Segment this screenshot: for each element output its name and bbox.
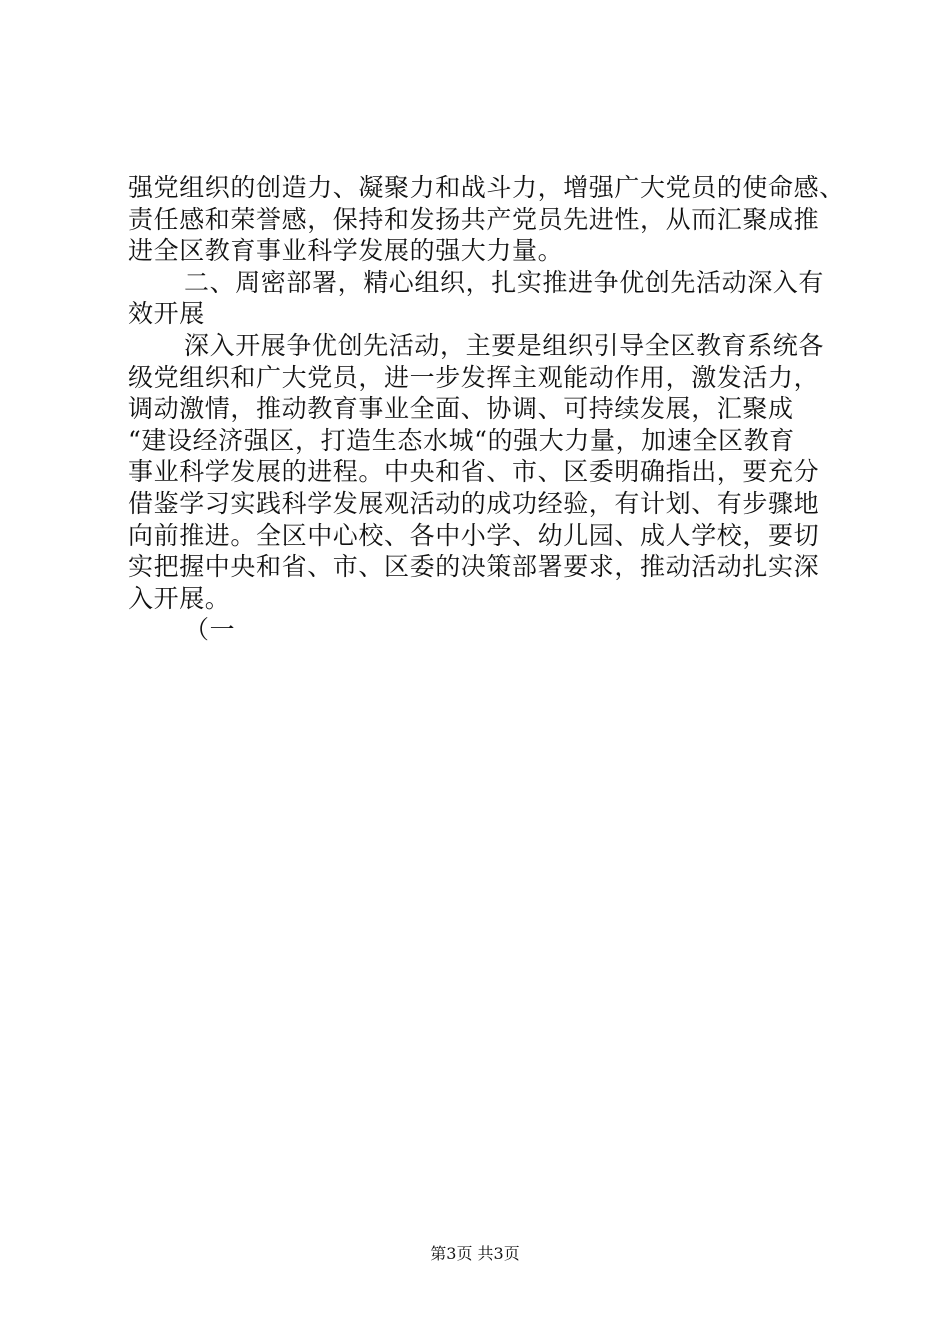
- section-heading-line: 二、周密部署，精心组织，扎实推进争优创先活动深入有: [184, 267, 825, 297]
- text-line: 向前推进。全区中心校、各中小学、幼儿园、成人学校，要切: [128, 520, 820, 550]
- text-line: 调动激情，推动教育事业全面、协调、可持续发展，汇聚成: [128, 394, 794, 424]
- page-footer: 第3页 共3页: [430, 1244, 520, 1263]
- text-line: 实把握中央和省、市、区委的决策部署要求，推动活动扎实深: [128, 552, 820, 582]
- text-line: “建设经济强区，打造生态水城“的强大力量，加速全区教育: [128, 425, 795, 455]
- text-line: 级党组织和广大党员，进一步发挥主观能动作用，激发活力，: [128, 362, 820, 392]
- section-heading-line: 效开展: [128, 299, 205, 329]
- text-line: 责任感和荣誉感，保持和发扬共产党员先进性，从而汇聚成推: [128, 204, 820, 234]
- text-line: 事业科学发展的进程。中央和省、市、区委明确指出，要充分: [128, 457, 820, 487]
- text-line: 强党组织的创造力、凝聚力和战斗力，增强广大党员的使命感、: [128, 173, 845, 202]
- text-line: （一: [184, 615, 236, 645]
- text-line: 进全区教育事业科学发展的强大力量。: [128, 236, 564, 266]
- text-line: 深入开展争优创先活动，主要是组织引导全区教育系统各: [184, 330, 825, 360]
- document-body: [128, 172, 845, 646]
- text-line: 借鉴学习实践科学发展观活动的成功经验，有计划、有步骤地: [128, 488, 820, 518]
- text-line: 入开展。: [128, 583, 231, 613]
